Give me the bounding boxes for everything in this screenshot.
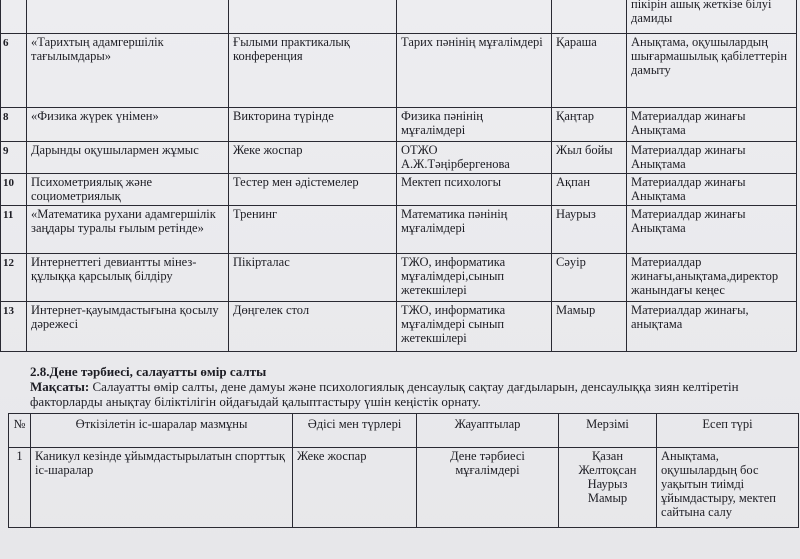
result-cell: Материалдар жинағы,анықтама,директор жанындағы кеңес	[627, 254, 797, 302]
table-row	[1, 206, 797, 254]
date-cell: Қаңтар	[552, 108, 627, 142]
responsible-cell: Дене тәрбиесі мұғалімдері	[417, 448, 559, 528]
method-cell: Викторина түрінде	[229, 108, 397, 142]
date-cell: Мамыр	[552, 302, 627, 352]
table-header-row	[9, 414, 799, 448]
table-row	[1, 0, 797, 34]
date-cell: Наурыз	[552, 206, 627, 254]
responsible-cell: Физика пәнінің мұғалімдері	[397, 108, 552, 142]
result-cell: Анықтама, оқушылардың шығармашылық қабілеттерін дамыту	[627, 34, 797, 108]
event-cell: Каникул кезінде ұйымдастырылатын спорттық іс-шаралар	[31, 448, 293, 528]
row-number: 8	[1, 108, 27, 142]
event-cell: «Физика жүрек үнімен»	[27, 108, 229, 142]
event-cell: Интернет-қауымдастығына қосылу дәрежесі	[27, 302, 229, 352]
date-cell	[559, 448, 657, 528]
table-row	[1, 174, 797, 206]
goal-text: Салауатты өмір салты, дене дамуы және психологиялық денсаулық сақтау дағдыларын, денсаулыққа зиян келтіретін факторларды анықтау біліктілігін ойдағыдай қалыптастыру үшін кеңістік орнату.	[30, 379, 739, 409]
result-cell: Материалдар жинағы Анықтама	[627, 142, 797, 174]
responsible-cell: ТЖО, информатика мұғалімдері,сынып жетекшілері	[397, 254, 552, 302]
result-cell: Материалдар жинағы Анықтама	[627, 108, 797, 142]
date-line: Мамыр	[587, 491, 628, 505]
responsible-cell: ОТЖО А.Ж.Тәңірбергенова	[397, 142, 552, 174]
row-number: 10	[1, 174, 27, 206]
table-row	[1, 108, 797, 142]
date-line: Наурыз	[587, 477, 628, 491]
date-cell: Сәуір	[552, 254, 627, 302]
table-row	[1, 34, 797, 108]
header-event: Өткізілетін іс-шаралар мазмұны	[31, 414, 293, 448]
row-number: 6	[1, 34, 27, 108]
responsible-cell: Тарих пәнінің мұғалімдері	[397, 34, 552, 108]
method-cell: Ғылыми практикалық конференция	[229, 34, 397, 108]
row-number: 11	[1, 206, 27, 254]
result-cell: Анықтама, оқушылардың бос уақытын тиімді ұйымдастыру, мектеп сайтына салу	[657, 448, 799, 528]
header-num: №	[9, 414, 31, 448]
date-cell: Ақпан	[552, 174, 627, 206]
date-cell: Жыл бойы	[552, 142, 627, 174]
date-line: Қазан	[591, 449, 624, 463]
table-row	[1, 302, 797, 352]
result-cell: Материалдар жинағы, анықтама	[627, 302, 797, 352]
method-cell: Пікірталас	[229, 254, 397, 302]
result-cell: Материалдар жинағы Анықтама	[627, 206, 797, 254]
event-cell: Дарынды оқушылармен жұмыс	[27, 142, 229, 174]
event-cell: «Тарихтың адамгершілік тағылымдары»	[27, 34, 229, 108]
event-cell: «Математика рухани адамгершілік заңдары туралы ғылым ретінде»	[27, 206, 229, 254]
header-date: Мерзімі	[559, 414, 657, 448]
responsible-cell: ТЖО, информатика мұғалімдері сынып жетекшілері	[397, 302, 552, 352]
result-cell: пікірін ашық жеткізе білуі дамиды	[627, 0, 797, 34]
responsible-cell: Мектеп психологы	[397, 174, 552, 206]
method-cell: Жеке жоспар	[229, 142, 397, 174]
method-cell: Тестер мен әдістемелер	[229, 174, 397, 206]
section-heading: 2.8.Дене тәрбиесі, салауатты өмір салты	[30, 364, 267, 379]
events-table-bottom	[8, 413, 799, 528]
table-row	[9, 448, 799, 528]
header-result: Есеп түрі	[657, 414, 799, 448]
method-cell: Дөңгелек стол	[229, 302, 397, 352]
goal-label: Мақсаты:	[30, 379, 90, 394]
method-cell: Тренинг	[229, 206, 397, 254]
section-goal	[30, 379, 800, 409]
result-cell: Материалдар жинағы Анықтама	[627, 174, 797, 206]
table-row	[1, 254, 797, 302]
row-number: 12	[1, 254, 27, 302]
responsible-cell: Математика пәнінің мұғалімдері	[397, 206, 552, 254]
section-text	[30, 364, 800, 409]
method-cell: Жеке жоспар	[293, 448, 417, 528]
date-cell: Қараша	[552, 34, 627, 108]
row-number: 1	[9, 448, 31, 528]
date-line: Желтоқсан	[578, 463, 637, 477]
row-number: 13	[1, 302, 27, 352]
row-number: 9	[1, 142, 27, 174]
header-responsible: Жауаптылар	[417, 414, 559, 448]
header-method: Әдісі мен түрлері	[293, 414, 417, 448]
table-row	[1, 142, 797, 174]
event-cell: Интернеттегі девиантты мінез-құлыққа қарсылық білдіру	[27, 254, 229, 302]
event-cell: Психометриялық және социометриялық	[27, 174, 229, 206]
